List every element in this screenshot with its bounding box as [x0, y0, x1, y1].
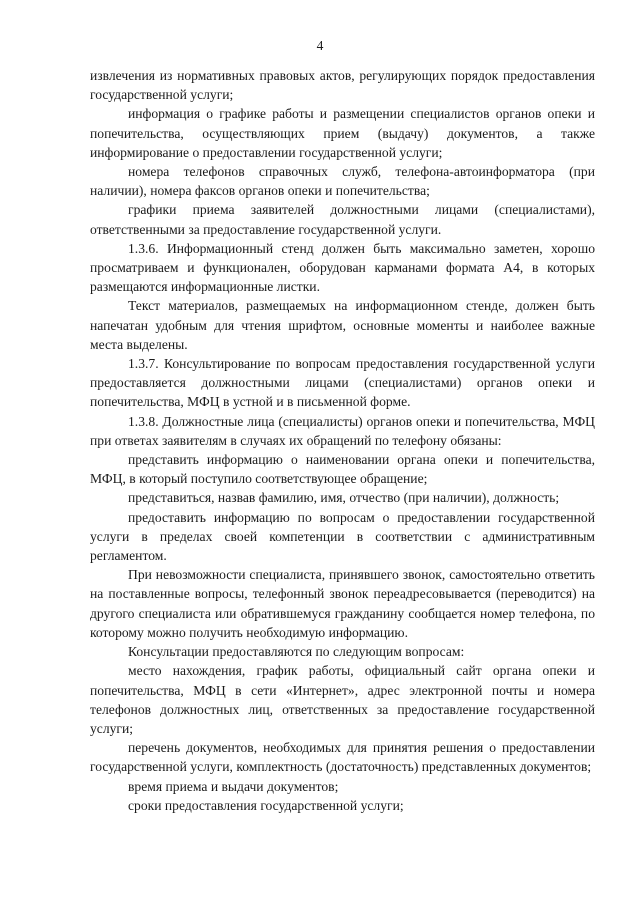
paragraph: представиться, назвав фамилию, имя, отчество (при наличии), должность; — [128, 490, 560, 506]
page-body — [90, 66, 595, 815]
paragraph: время приема и выдачи документов; — [128, 778, 339, 794]
paragraph: 1.3.8. Должностные лица (специалисты) органов опеки и попечительства, МФЦ при ответах заявителям в случаях их обращений по телефону обязаны: — [90, 413, 595, 448]
paragraph: Консультации предоставляются по следующим вопросам: — [128, 644, 465, 660]
paragraph: номера телефонов справочных служб, телефона-автоинформатора (при наличии), номера факсов органов опеки и попечительства; — [90, 164, 595, 199]
paragraph: При невозможности специалиста, принявшего звонок, самостоятельно ответить на поставленные вопросы, телефонный звонок переадресовывается (переводится) на другого специалиста или обратившемуся гражданину сообщается номер телефона, по которому можно получить необходимую информацию. — [90, 567, 595, 640]
paragraph: информация о графике работы и размещении специалистов органов опеки и попечительства, осуществляющих прием (выдачу) документов, а также информирование о предоставлении государственной услуги; — [90, 106, 595, 160]
page-number: 4 — [316, 38, 324, 53]
paragraph: перечень документов, необходимых для принятия решения о предоставлении государственной услуги, комплектность (достаточность) представленных документов; — [90, 740, 595, 775]
paragraph: графики приема заявителей должностными лицами (специалистами), ответственными за предоставление государственной услуги. — [90, 202, 595, 237]
paragraph: Текст материалов, размещаемых на информационном стенде, должен быть напечатан удобным для чтения шрифтом, основные моменты и наиболее важные места выделены. — [90, 298, 595, 352]
paragraph: извлечения из нормативных правовых актов, регулирующих порядок предоставления государственной услуги; — [90, 68, 595, 103]
paragraph: 1.3.7. Консультирование по вопросам предоставления государственной услуги предоставляется должностными лицами (специалистами) органов опеки и попечительства, МФЦ в устной и в письменной форме. — [90, 356, 595, 410]
paragraph: место нахождения, график работы, официальный сайт органа опеки и попечительства, МФЦ в сети «Интернет», адрес электронной почты и номера телефонов должностных лиц, ответственных за предоставление государственной услуги; — [90, 663, 595, 736]
paragraph: представить информацию о наименовании органа опеки и попечительства, МФЦ, в который поступило соответствующее обращение; — [90, 452, 595, 487]
paragraph: предоставить информацию по вопросам о предоставлении государственной услуги в пределах своей компетенции в соответствии с административным регламентом. — [90, 509, 595, 564]
paragraph: 1.3.6. Информационный стенд должен быть максимально заметен, хорошо просматриваем и функционален, оборудован карманами формата А4, в которых размещаются информационные листки. — [90, 240, 595, 295]
paragraph: сроки предоставления государственной услуги; — [128, 797, 404, 813]
